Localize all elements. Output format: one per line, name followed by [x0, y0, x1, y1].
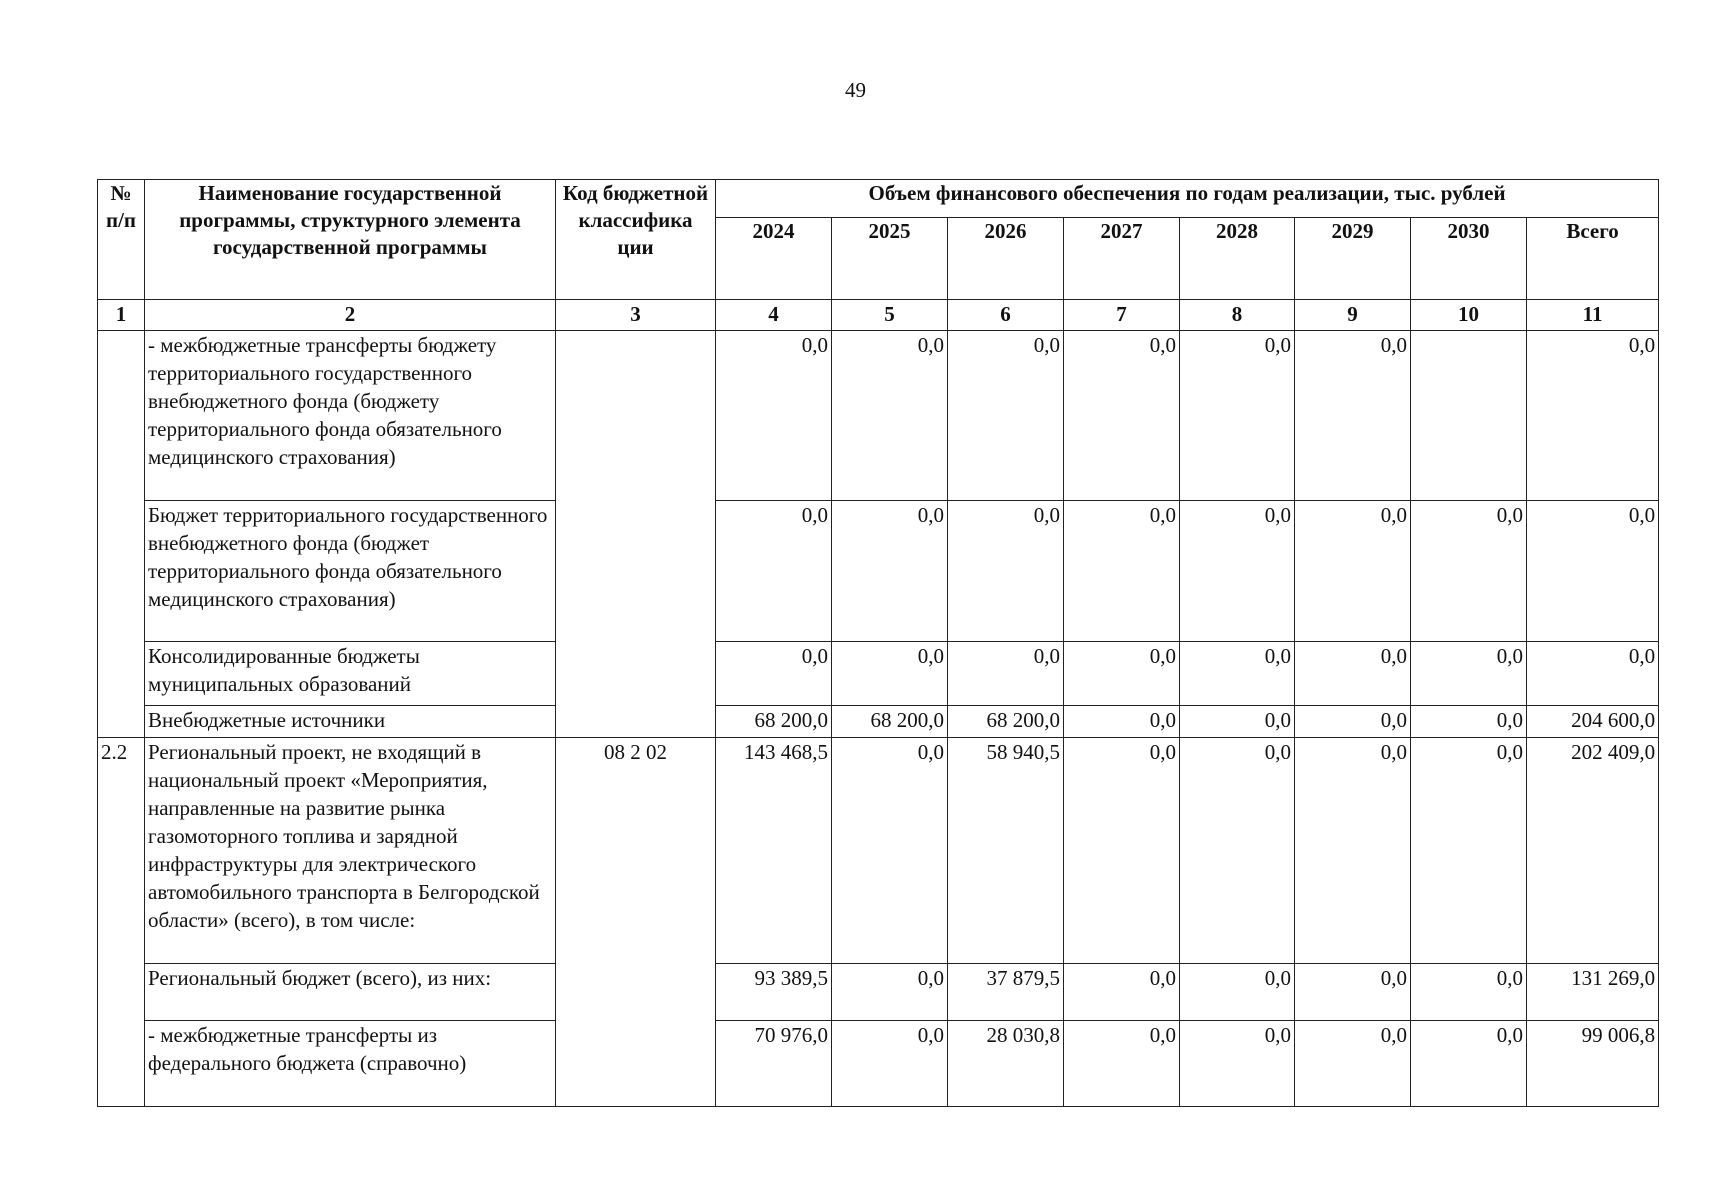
value-cell: 0,0 — [1180, 642, 1295, 706]
header-year: 2026 — [948, 218, 1064, 300]
row-number — [98, 331, 145, 738]
value-cell: 0,0 — [1064, 1021, 1180, 1107]
financing-table — [97, 179, 1659, 1107]
column-number: 5 — [832, 300, 948, 331]
value-cell — [1411, 331, 1527, 501]
value-cell: 0,0 — [1295, 706, 1411, 738]
header-year: 2029 — [1295, 218, 1411, 300]
value-cell: 0,0 — [1295, 642, 1411, 706]
total-cell: 204 600,0 — [1527, 706, 1659, 738]
value-cell: 0,0 — [832, 642, 948, 706]
header-year: 2030 — [1411, 218, 1527, 300]
total-cell: 99 006,8 — [1527, 1021, 1659, 1107]
header-year: 2028 — [1180, 218, 1295, 300]
total-cell: 0,0 — [1527, 501, 1659, 642]
value-cell: 0,0 — [948, 501, 1064, 642]
table-row — [98, 738, 1659, 964]
value-cell: 0,0 — [1064, 738, 1180, 964]
total-cell: 131 269,0 — [1527, 964, 1659, 1021]
value-cell: 0,0 — [716, 501, 832, 642]
row-name: Внебюджетные источники — [145, 706, 556, 738]
value-cell: 28 030,8 — [948, 1021, 1064, 1107]
value-cell: 0,0 — [1180, 738, 1295, 964]
header-total: Всего — [1527, 218, 1659, 300]
value-cell: 0,0 — [1411, 501, 1527, 642]
value-cell: 58 940,5 — [948, 738, 1064, 964]
value-cell: 0,0 — [948, 331, 1064, 501]
value-cell: 143 468,5 — [716, 738, 832, 964]
header-year: 2025 — [832, 218, 948, 300]
row-code — [556, 331, 716, 738]
value-cell: 37 879,5 — [948, 964, 1064, 1021]
value-cell: 0,0 — [832, 1021, 948, 1107]
header-year: 2027 — [1064, 218, 1180, 300]
value-cell: 68 200,0 — [716, 706, 832, 738]
row-code: 08 2 02 — [556, 738, 716, 1107]
value-cell: 0,0 — [1411, 738, 1527, 964]
value-cell: 0,0 — [948, 642, 1064, 706]
value-cell: 0,0 — [1064, 964, 1180, 1021]
table-row — [98, 501, 1659, 642]
table-row — [98, 1021, 1659, 1107]
column-number: 3 — [556, 300, 716, 331]
value-cell: 0,0 — [1180, 964, 1295, 1021]
header-code: Код бюджетной классифика ции — [556, 180, 716, 300]
column-number-row — [98, 300, 1659, 331]
value-cell: 93 389,5 — [716, 964, 832, 1021]
row-name: - межбюджетные трансферты из федерального бюджета (справочно) — [145, 1021, 556, 1107]
value-cell: 0,0 — [1064, 331, 1180, 501]
header-name: Наименование государственной программы, структурного элемента государственной программы — [145, 180, 556, 300]
value-cell: 0,0 — [1064, 501, 1180, 642]
value-cell: 0,0 — [1295, 331, 1411, 501]
column-number: 7 — [1064, 300, 1180, 331]
value-cell: 68 200,0 — [948, 706, 1064, 738]
column-number: 1 — [98, 300, 145, 331]
value-cell: 0,0 — [1295, 964, 1411, 1021]
column-number: 2 — [145, 300, 556, 331]
value-cell: 0,0 — [1064, 706, 1180, 738]
value-cell: 0,0 — [1295, 501, 1411, 642]
value-cell: 0,0 — [832, 964, 948, 1021]
header-num: № п/п — [98, 180, 145, 300]
total-cell: 0,0 — [1527, 642, 1659, 706]
header-volume: Объем финансового обеспечения по годам реализации, тыс. рублей — [716, 180, 1659, 218]
value-cell: 0,0 — [832, 331, 948, 501]
total-cell: 0,0 — [1527, 331, 1659, 501]
value-cell: 68 200,0 — [832, 706, 948, 738]
page-number: 49 — [845, 78, 866, 102]
value-cell: 70 976,0 — [716, 1021, 832, 1107]
row-name: Бюджет территориального государственного внебюджетного фонда (бюджет территориального фонда обязательного медицинского страхования) — [145, 501, 556, 642]
value-cell: 0,0 — [1180, 331, 1295, 501]
column-number: 10 — [1411, 300, 1527, 331]
value-cell: 0,0 — [1180, 706, 1295, 738]
value-cell: 0,0 — [1411, 642, 1527, 706]
value-cell: 0,0 — [1180, 1021, 1295, 1107]
column-number: 6 — [948, 300, 1064, 331]
total-cell: 202 409,0 — [1527, 738, 1659, 964]
table-row — [98, 706, 1659, 738]
column-number: 11 — [1527, 300, 1659, 331]
value-cell: 0,0 — [1064, 642, 1180, 706]
row-name: - межбюджетные трансферты бюджету территориального государственного внебюджетного фонда (бюджету территориального фонда обязательного медицинского страхования) — [145, 331, 556, 501]
column-number: 4 — [716, 300, 832, 331]
value-cell: 0,0 — [1411, 1021, 1527, 1107]
row-name: Региональный бюджет (всего), из них: — [145, 964, 556, 1021]
row-name: Региональный проект, не входящий в национальный проект «Мероприятия, направленные на развитие рынка газомоторного топлива и зарядной инфраструктуры для электрического автомобильного транспорта в Белгородской области» (всего), в том числе: — [145, 738, 556, 964]
value-cell: 0,0 — [1411, 964, 1527, 1021]
row-number: 2.2 — [98, 738, 145, 1107]
row-name: Консолидированные бюджеты муниципальных образований — [145, 642, 556, 706]
value-cell: 0,0 — [1180, 501, 1295, 642]
value-cell: 0,0 — [716, 642, 832, 706]
column-number: 8 — [1180, 300, 1295, 331]
value-cell: 0,0 — [1411, 706, 1527, 738]
column-number: 9 — [1295, 300, 1411, 331]
value-cell: 0,0 — [832, 501, 948, 642]
header-year: 2024 — [716, 218, 832, 300]
value-cell: 0,0 — [716, 331, 832, 501]
table-row — [98, 331, 1659, 501]
table-row — [98, 964, 1659, 1021]
value-cell: 0,0 — [1295, 1021, 1411, 1107]
table-row — [98, 642, 1659, 706]
value-cell: 0,0 — [832, 738, 948, 964]
value-cell: 0,0 — [1295, 738, 1411, 964]
